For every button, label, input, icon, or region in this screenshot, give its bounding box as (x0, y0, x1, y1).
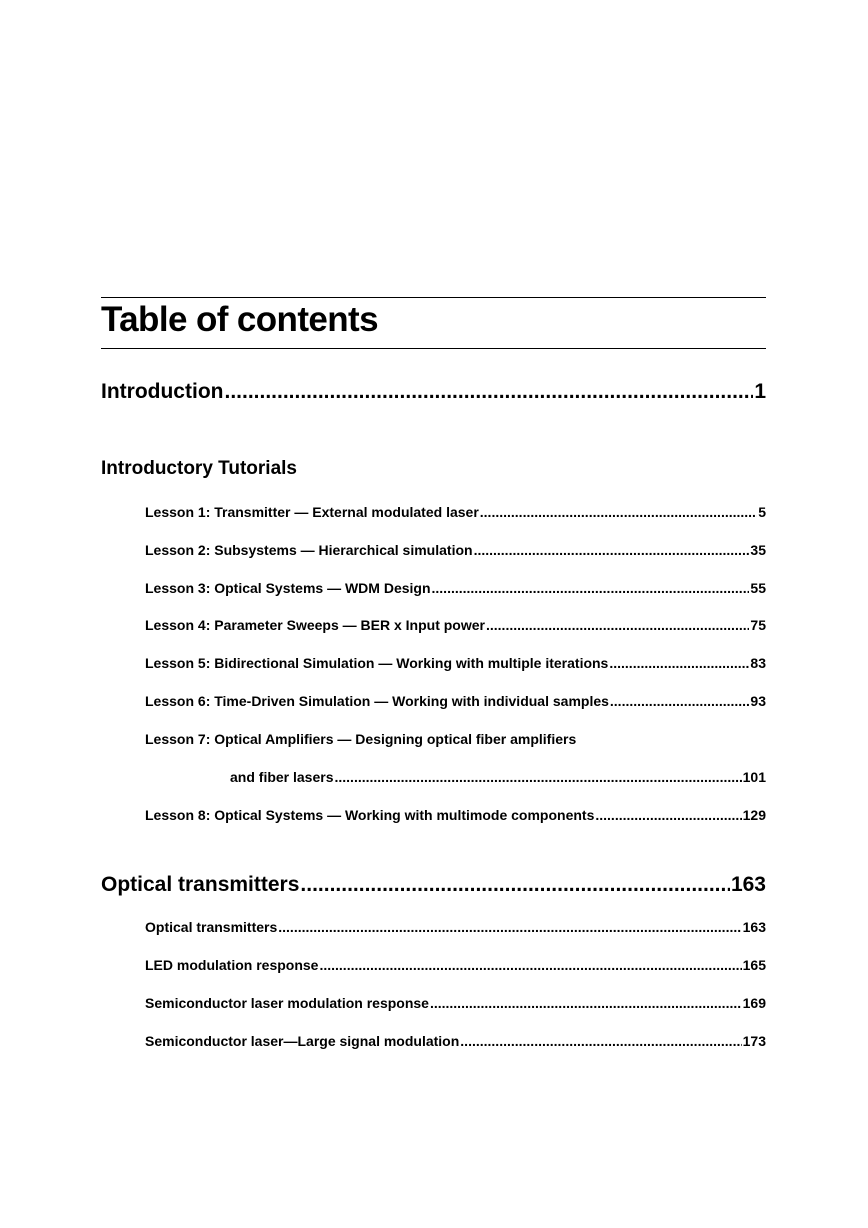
dot-leader (430, 995, 742, 1011)
toc-entry-page: 129 (742, 807, 766, 823)
toc-entry-lesson-8[interactable] (145, 807, 766, 823)
toc-entry-introduction[interactable] (101, 380, 766, 404)
toc-entry-label: Optical transmitters (101, 873, 300, 896)
toc-entry-lesson-1[interactable] (145, 504, 766, 520)
toc-entry-transmitters-1[interactable] (145, 919, 766, 935)
toc-entry-page: 5 (758, 504, 766, 520)
dot-leader (486, 617, 749, 633)
dot-leader (474, 542, 750, 558)
toc-entry-label: Optical transmitters (145, 919, 278, 935)
toc-entry-label: Semiconductor laser—Large signal modulation (145, 1033, 460, 1049)
dot-leader (278, 919, 741, 935)
dot-leader (224, 380, 753, 404)
toc-entry-lesson-2[interactable] (145, 542, 766, 558)
toc-entry-lesson-7-label[interactable]: Lesson 7: Optical Amplifiers — Designing optical fiber amplifiers (145, 731, 577, 747)
dot-leader (609, 655, 749, 671)
toc-entry-page: 163 (730, 873, 766, 896)
toc-entry-page: 169 (742, 995, 766, 1011)
toc-entry-page: 1 (754, 380, 766, 403)
toc-entry-page: 93 (750, 693, 766, 709)
dot-leader (319, 957, 741, 973)
toc-page (101, 0, 766, 1228)
toc-entry-page: 55 (750, 580, 766, 596)
dot-leader (480, 504, 757, 520)
dot-leader (432, 580, 750, 596)
toc-entry-label: and fiber lasers (230, 769, 334, 785)
toc-entry-label: Introduction (101, 380, 224, 403)
dot-leader (595, 807, 741, 823)
toc-entry-label: Lesson 5: Bidirectional Simulation — Working with multiple iterations (145, 655, 609, 671)
page-title: Table of contents (101, 300, 378, 339)
toc-entry-label: Lesson 3: Optical Systems — WDM Design (145, 580, 431, 596)
toc-entry-lesson-6[interactable] (145, 693, 766, 709)
toc-entry-transmitters-3[interactable] (145, 995, 766, 1011)
toc-entry-label: Lesson 4: Parameter Sweeps — BER x Input power (145, 617, 485, 633)
toc-entry-optical-transmitters[interactable] (101, 873, 766, 897)
toc-entry-page: 173 (742, 1033, 766, 1049)
section-heading-tutorials: Introductory Tutorials (101, 458, 297, 479)
title-bottom-rule (101, 348, 766, 349)
dot-leader (335, 769, 742, 785)
toc-entry-lesson-3[interactable] (145, 580, 766, 596)
dot-leader (300, 873, 730, 897)
toc-entry-page: 163 (742, 919, 766, 935)
toc-entry-label: Lesson 2: Subsystems — Hierarchical simulation (145, 542, 473, 558)
toc-entry-label: Semiconductor laser modulation response (145, 995, 429, 1011)
dot-leader (460, 1033, 741, 1049)
toc-entry-page: 101 (742, 769, 766, 785)
toc-entry-page: 83 (750, 655, 766, 671)
toc-entry-lesson-5[interactable] (145, 655, 766, 671)
toc-entry-label: Lesson 6: Time-Driven Simulation — Working with individual samples (145, 693, 609, 709)
toc-entry-transmitters-4[interactable] (145, 1033, 766, 1049)
toc-entry-page: 165 (742, 957, 766, 973)
toc-entry-page: 75 (750, 617, 766, 633)
toc-entry-page: 35 (750, 542, 766, 558)
toc-entry-label: Lesson 8: Optical Systems — Working with multimode components (145, 807, 595, 823)
toc-entry-label: LED modulation response (145, 957, 319, 973)
toc-entry-lesson-4[interactable] (145, 617, 766, 633)
toc-entry-transmitters-2[interactable] (145, 957, 766, 973)
toc-entry-lesson-7[interactable] (230, 769, 766, 785)
toc-entry-label: Lesson 1: Transmitter — External modulated laser (145, 504, 479, 520)
dot-leader (610, 693, 750, 709)
